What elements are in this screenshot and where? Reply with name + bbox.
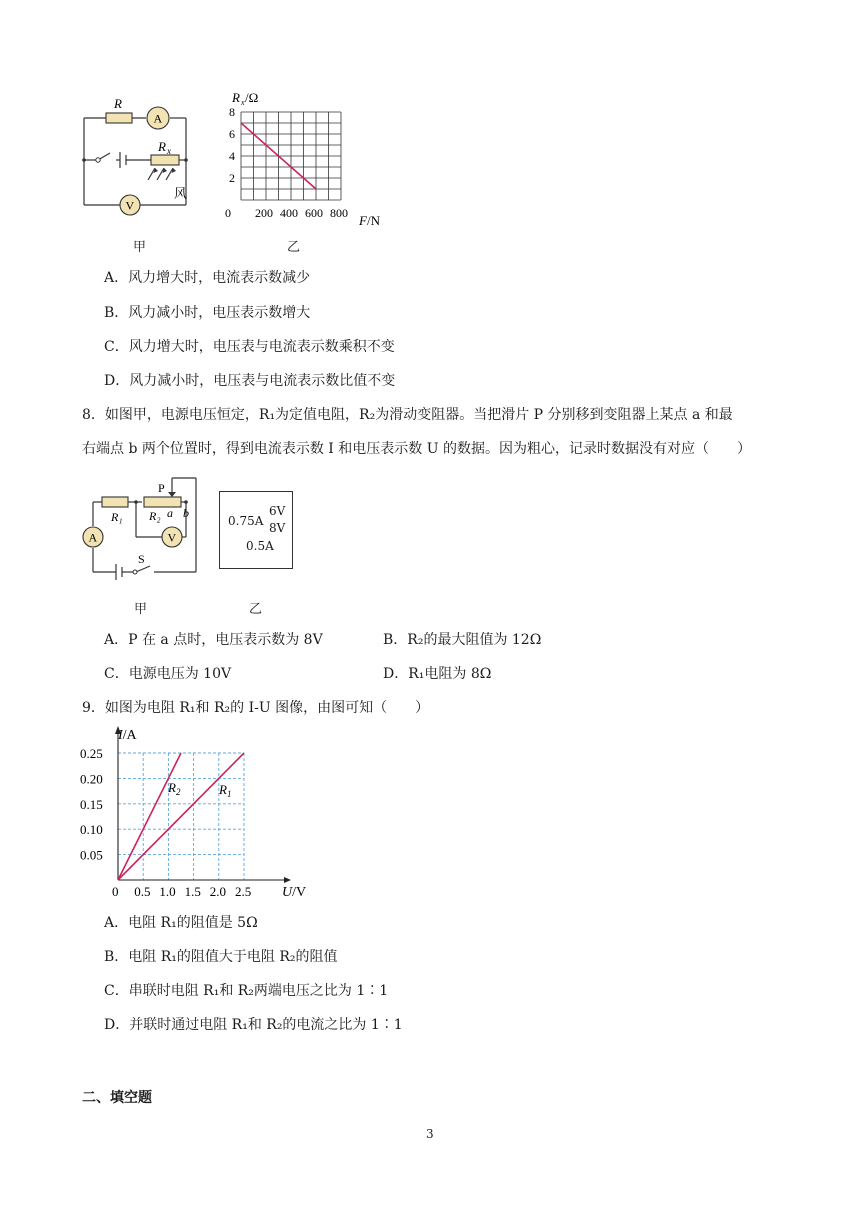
q7-y-tick-label: 4 <box>229 149 235 163</box>
q9-x-tick-label: 0.5 <box>134 884 151 899</box>
q8-option-b[interactable]: B．R₂的最大阻值为 12Ω <box>383 632 542 648</box>
section-title: 二、填空题 <box>82 1090 152 1106</box>
q7-x-axis-label: F <box>359 213 367 228</box>
q8-data-table <box>219 491 293 569</box>
q9-i-u-graph <box>78 722 318 902</box>
q9-series-label-r1: $R_1$ <box>219 782 232 799</box>
q7-y-axis-unit: /Ω <box>245 90 259 105</box>
q7-caption-left: 甲 <box>133 240 147 255</box>
q9-y-tick-label: 0.20 <box>80 771 103 787</box>
q7-option-b[interactable]: B．风力减小时，电压表示数增大 <box>104 305 311 321</box>
q7-option-c[interactable]: C．风力增大时，电压表与电流表示数乘积不变 <box>104 339 395 355</box>
q8-option-a[interactable]: A．P 在 a 点时，电压表示数为 8V <box>104 632 323 648</box>
q9-y-tick-label: 0.15 <box>80 796 103 812</box>
q7-y-axis-label-sub: x <box>241 98 245 107</box>
q7-label-v: V <box>125 198 135 213</box>
q8-label-switch: S <box>138 552 145 566</box>
q7-option-a[interactable]: A．风力增大时，电流表示数减少 <box>104 270 311 286</box>
q9-x-tick-label: 0 <box>112 884 119 899</box>
q8-stem-line-1: 8．如图甲，电源电压恒定，R₁为定值电阻，R₂为滑动变阻器。当把滑片 P 分别移到变阻器上某点 a 和最 <box>82 407 733 423</box>
q8-label-r2: R₂ <box>149 509 161 523</box>
q7-x-tick-label: 800 <box>330 206 348 220</box>
q8-label-voltmeter: V <box>167 530 177 545</box>
q7-label-wind: 风 <box>174 186 188 201</box>
q7-x-tick-label: 0 <box>225 206 231 220</box>
q8-current-2: 0.5A <box>246 539 274 553</box>
q9-x-axis-label: U/V <box>282 885 307 900</box>
q9-x-axis-arrow <box>284 877 291 883</box>
q7-x-tick-label: 400 <box>280 206 298 220</box>
q7-resistor-rx <box>151 155 179 165</box>
q7-x-tick-label: 200 <box>255 206 273 220</box>
q8-stem-line-2: 右端点 b 两个位置时，得到电流表示数 I 和电压表示数 U 的数据。因为粗心，记录时数据没有对应（ ） <box>82 441 751 457</box>
q8-circuit-diagram <box>78 470 206 582</box>
q7-x-axis-unit: /N <box>367 213 380 228</box>
q9-x-tick-label: 2.0 <box>209 884 227 899</box>
q8-caption-right: 乙 <box>249 602 263 617</box>
q7-y-tick-label: 8 <box>229 105 235 119</box>
q9-y-tick-label: 0.05 <box>80 847 103 863</box>
q8-label-r1: R₁ <box>111 510 123 524</box>
q9-series-line-r1 <box>118 753 244 880</box>
q7-option-d[interactable]: D．风力减小时，电压表与电流表示数比值不变 <box>104 373 396 389</box>
q8-label-p: P <box>158 481 165 495</box>
q9-x-tick-label: 1.5 <box>184 884 201 899</box>
q9-option-d[interactable]: D．并联时通过电阻 R₁和 R₂的电流之比为 1∶1 <box>104 1017 403 1033</box>
q9-y-axis-label: I/A <box>118 728 137 743</box>
q9-option-b[interactable]: B．电阻 R₁的阻值大于电阻 R₂的阻值 <box>104 949 338 965</box>
q8-rheostat-r2 <box>144 497 181 507</box>
q8-label-b-point: b <box>183 506 189 520</box>
page-number: 3 <box>426 1127 434 1141</box>
q8-label-ammeter: A <box>88 530 98 545</box>
q8-current-1: 0.75A <box>228 514 264 528</box>
q7-label-r: R <box>114 96 122 111</box>
q9-x-tick-label: 2.5 <box>235 884 252 899</box>
q7-y-axis-label: R <box>232 90 240 105</box>
q7-label-rx-sub: x <box>167 146 171 156</box>
q7-resistor-r <box>106 113 132 123</box>
q8-voltage-2: 8V <box>269 521 286 535</box>
q7-caption-right: 乙 <box>287 240 301 255</box>
q8-voltage-1: 6V <box>269 504 286 518</box>
q8-caption-left: 甲 <box>134 602 148 617</box>
q7-label-a: A <box>153 111 163 126</box>
q9-x-tick-label: 1.0 <box>159 884 176 899</box>
q9-stem: 9．如图为电阻 R₁和 R₂的 I-U 图像，由图可知（ ） <box>82 700 430 716</box>
q7-y-tick-label: 2 <box>229 171 235 185</box>
q7-y-tick-label: 6 <box>229 127 235 141</box>
q9-y-tick-label: 0.25 <box>80 746 103 761</box>
q8-option-c[interactable]: C．电源电压为 10V <box>104 666 232 682</box>
q9-y-tick-label: 0.10 <box>80 822 103 838</box>
q9-series-label-r2: $R_2$ <box>168 780 181 797</box>
q7-rx-f-graph <box>212 84 412 234</box>
q7-label-rx: R <box>158 139 166 154</box>
q9-option-c[interactable]: C．串联时电阻 R₁和 R₂两端电压之比为 1∶1 <box>104 983 389 999</box>
q9-series-line-r2 <box>118 753 181 880</box>
q9-option-a[interactable]: A．电阻 R₁的阻值是 5Ω <box>104 915 258 931</box>
q8-option-d[interactable]: D．R₁电阻为 8Ω <box>383 666 492 682</box>
q8-label-a-point: a <box>167 506 173 520</box>
q8-resistor-r1 <box>102 497 128 507</box>
q7-x-tick-label: 600 <box>305 206 323 220</box>
q7-circuit-diagram <box>74 94 204 216</box>
